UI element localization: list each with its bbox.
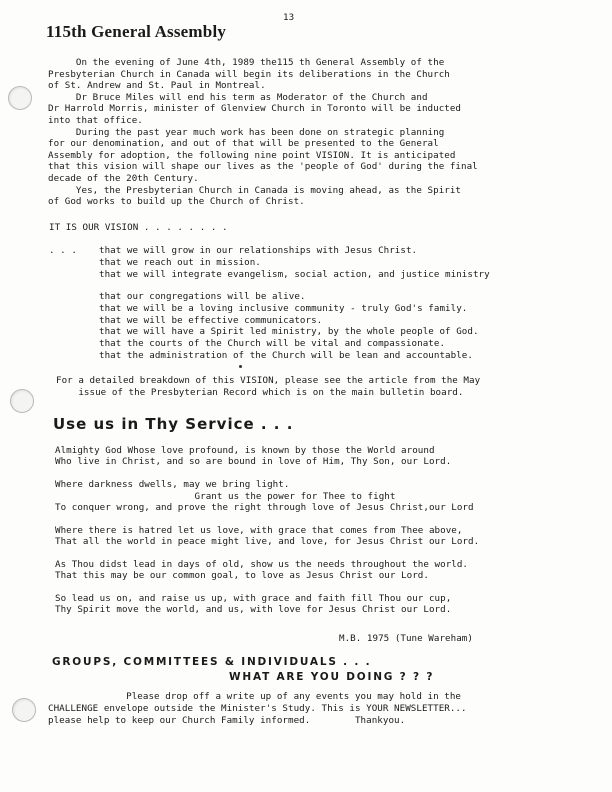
stray-mark [239,365,242,368]
page-number: 13 [283,12,295,23]
vision-item: that we will integrate evangelism, social action, and justice ministry [99,268,490,280]
hymn-line [55,582,479,593]
vision-list-2 [99,291,479,362]
vision-item: that the administration of the Church will be lean and accountable. [99,349,473,361]
hymn-title: Use us in Thy Service . . . [53,415,294,433]
binder-hole-middle [10,389,34,413]
hymn-line: Who live in Christ, and so are bound in love of Him, Thy Son, our Lord. [55,456,452,468]
groups-line: Please drop off a write up of any events you may hold in the [48,691,462,702]
hymn-line: That all the world in peace might live, and love, for Jesus Christ our Lord. [55,536,480,548]
vision-item: that we reach out in mission. [99,256,261,268]
note-line: For a detailed breakdown of this VISION, please see the article from the May [56,375,481,386]
hymn-line [55,513,479,524]
binder-hole-top [8,86,32,110]
article-line: Presbyterian Church in Canada will begin its deliberations in the Church [48,68,450,80]
hymn-line: That this may be our common goal, to love as Jesus Christ our Lord. [55,570,429,582]
vision-item: that the courts of the Church will be vital and compassionate. [99,338,446,350]
hymn-attribution: M.B. 1975 (Tune Wareham) [339,633,473,644]
article-line: that this vision will shape our lives as the 'people of God' during the final [48,161,478,173]
hymn-line: Where there is hatred let us love, with grace that comes from Thee above, [55,524,463,536]
hymn-verses [55,445,479,616]
assembly-article [48,57,478,208]
article-line: of God works to build up the Church of Christ. [48,196,305,208]
article-line: Dr Harrold Morris, minister of Glenview Church in Toronto will be inducted [48,103,462,115]
article-line: Dr Bruce Miles will end his term as Moderator of the Church and [48,91,428,103]
article-line: Yes, the Presbyterian Church in Canada is moving ahead, as the Spirit [48,184,462,196]
hymn-line: As Thou didst lead in days of old, show us the needs throughout the world. [55,558,469,570]
groups-line: CHALLENGE envelope outside the Minister's Study. This is YOUR NEWSLETTER... [48,702,467,714]
vision-item: that we will be a loving inclusive community - truly God's family. [99,302,468,314]
note-line: issue of the Presbyterian Record which is on the main bulletin board. [56,386,464,398]
article-line: into that office. [48,114,143,126]
hymn-line [55,468,479,479]
hymn-line: So lead us on, and raise us up, with grace and faith fill Thou our cup, [55,593,452,605]
hymn-line: Thy Spirit move the world, and us, with love for Jesus Christ our Lord. [55,604,452,616]
groups-line: please help to keep our Church Family informed. Thankyou. [48,714,406,726]
groups-text [48,691,467,726]
article-line: During the past year much work has been done on strategic planning [48,126,445,138]
hymn-line [55,548,479,559]
groups-heading: GROUPS, COMMITTEES & INDIVIDUALS . . . [52,656,372,668]
vision-list-1 [99,245,490,280]
hymn-line: To conquer wrong, and prove the right through love of Jesus Christ,our Lord [55,501,474,513]
page-title: 115th General Assembly [46,22,227,41]
article-line: of St. Andrew and St. Paul in Montreal. [48,80,266,92]
vision-item: that we will be effective communicators. [99,314,323,326]
groups-subheading: WHAT ARE YOU DOING ? ? ? [229,671,435,683]
hymn-line: Grant us the power for Thee to fight [55,490,396,502]
binder-hole-bottom [12,698,36,722]
hymn-line: Where darkness dwells, may we bring light. [55,479,290,491]
vision-item: that we will grow in our relationships with Jesus Christ. [99,245,418,256]
vision-note [56,375,480,398]
article-line: On the evening of June 4th, 1989 the115 th General Assembly of the [48,57,445,68]
hymn-line: Almighty God Whose love profound, is known by those the World around [55,445,435,456]
vision-item: that our congregations will be alive. [99,291,306,302]
vision-intro: IT IS OUR VISION . . . . . . . . [49,222,228,233]
article-line: for our denomination, and out of that will be presented to the General [48,138,439,150]
article-line: decade of the 20th Century. [48,172,199,184]
vision-item: that we will have a Spirit led ministry, by the whole people of God. [99,326,479,338]
article-line: Assembly for adoption, the following nine point VISION. It is anticipated [48,149,456,161]
vision-lead: . . . [49,245,77,256]
